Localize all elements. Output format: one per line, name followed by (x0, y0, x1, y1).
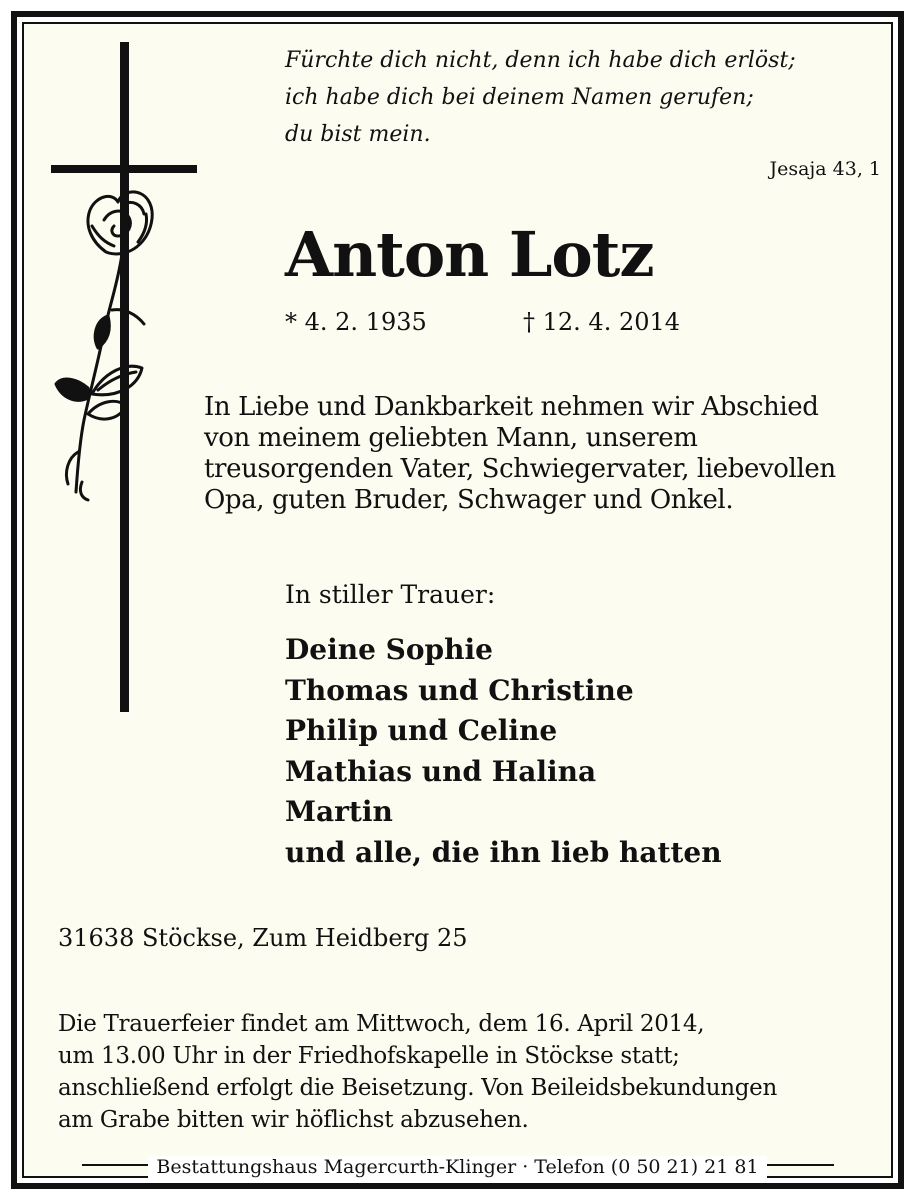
death-date: † 12. 4. 2014 (523, 308, 681, 336)
tribute-text (204, 392, 836, 516)
mourners-label: In stiller Trauer: (285, 580, 496, 609)
tribute-line: von meinem geliebten Mann, unserem (204, 423, 698, 453)
rose-icon (56, 192, 152, 500)
deceased-name: Anton Lotz (285, 218, 654, 291)
tribute-line: Opa, guten Bruder, Schwager und Onkel. (204, 485, 734, 515)
bible-verse (285, 42, 796, 153)
verse-line: Fürchte dich nicht, denn ich habe dich erlöst; (285, 48, 796, 73)
mourner-name: Martin (285, 795, 393, 828)
cross-rose-emblem (48, 42, 200, 717)
service-line: anschließend erfolgt die Beisetzung. Von Beileidsbekundungen (58, 1075, 777, 1101)
mourners-list (285, 630, 722, 873)
mourner-name: Mathias und Halina (285, 754, 597, 788)
address: 31638 Stöckse, Zum Heidberg 25 (58, 924, 468, 952)
mourner-name: Thomas und Christine (285, 673, 634, 707)
verse-line: du bist mein. (285, 122, 431, 147)
mourner-name: Philip und Celine (285, 714, 558, 747)
verse-reference: Jesaja 43, 1 (769, 158, 881, 180)
service-info (58, 1008, 777, 1136)
mourner-name: und alle, die ihn lieb hatten (285, 835, 722, 869)
mourner-name: Deine Sophie (285, 633, 493, 666)
service-line: am Grabe bitten wir höflichst abzusehen. (58, 1107, 529, 1133)
cross-icon (51, 42, 197, 712)
footer-text: Bestattungshaus Magercurth-Klinger · Telefon (0 50 21) 21 81 (148, 1156, 766, 1178)
funeral-home-footer (0, 1156, 915, 1178)
tribute-line: treusorgenden Vater, Schwiegervater, liebevollen (204, 454, 836, 484)
verse-line: ich habe dich bei deinem Namen gerufen; (285, 85, 754, 110)
birth-date: * 4. 2. 1935 (285, 308, 427, 336)
tribute-line: In Liebe und Dankbarkeit nehmen wir Abschied (204, 392, 819, 422)
service-line: um 13.00 Uhr in der Friedhofskapelle in Stöckse statt; (58, 1043, 680, 1069)
service-line: Die Trauerfeier findet am Mittwoch, dem 16. April 2014, (58, 1011, 705, 1037)
